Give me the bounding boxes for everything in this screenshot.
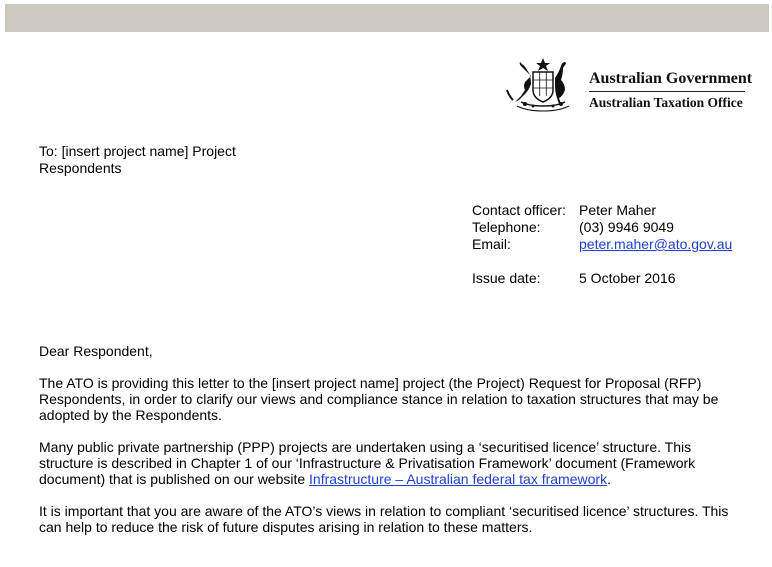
recipient-block [39,143,279,177]
issue-date-label: Issue date: [472,270,541,286]
telephone-value: (03) 9946 9049 [579,219,674,235]
recipient-line-2: Respondents [39,160,122,176]
email-row [472,236,732,253]
paragraph-2-end: . [607,471,611,487]
contact-spacer [472,253,732,270]
paragraph-2 [39,439,729,487]
issue-date-row [472,270,732,287]
logo-divider [589,91,745,92]
contact-details [472,202,732,287]
ato-logo [503,56,753,118]
telephone-row [472,219,732,236]
paragraph-2-text: Many public private partnership (PPP) projects are undertaken using a ‘securitised licence’ structure. This structure is described in Chapter 1 of our ‘Infrastructure & Privatisation Framework’ document (Framework document) that is published on our website [39,439,696,487]
letter-body [39,343,729,551]
top-banner-bar [5,4,769,32]
contact-officer-value: Peter Maher [579,202,657,218]
telephone-label: Telephone: [472,219,541,235]
paragraph-3: It is important that you are aware of the ATO’s views in relation to compliant ‘securitised licence’ structures. This can help to reduce the risk of future disputes arising in relation to these matters. [39,503,729,535]
logo-agency-text: Australian Taxation Office [589,95,743,110]
contact-officer-label: Contact officer: [472,202,566,218]
logo-government-text: Australian Government [589,70,753,87]
salutation: Dear Respondent, [39,343,153,359]
email-label: Email: [472,236,511,252]
commonwealth-coat-of-arms-icon [503,56,583,112]
issue-date-value: 5 October 2016 [579,270,676,286]
email-link[interactable]: peter.maher@ato.gov.au [579,236,733,252]
paragraph-1: The ATO is providing this letter to the [insert project name] project (the Project) Request for Proposal (RFP) Respondents, in order to clarify our views and compliance stance in relation to taxation structures that may be adopted by the Respondents. [39,375,719,423]
framework-link[interactable]: Infrastructure – Australian federal tax framework [309,471,608,487]
logo-wordmark [589,70,752,111]
recipient-line-1: To: [insert project name] Project [39,143,236,159]
contact-officer-row [472,202,732,219]
